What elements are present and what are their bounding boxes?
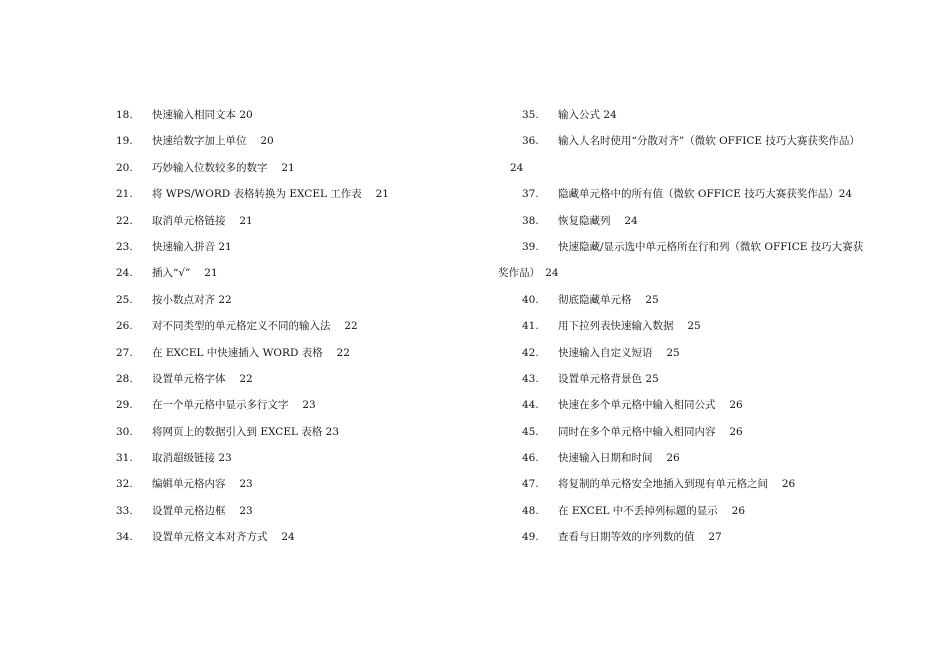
toc-entry-title: 快速输入相同文本 20 bbox=[152, 109, 253, 121]
toc-entry-title: 查看与日期等效的序列数的值 27 bbox=[558, 531, 722, 544]
toc-entry-title: 快速输入自定义短语 25 bbox=[558, 346, 680, 359]
toc-entry-title: 快速在多个单元格中输入相同公式 26 bbox=[558, 399, 743, 412]
toc-entry-number: 40. bbox=[522, 293, 539, 306]
toc-entry-title: 取消单元格链接 21 bbox=[152, 214, 253, 227]
toc-entry bbox=[116, 372, 496, 398]
toc-entry bbox=[498, 346, 938, 372]
toc-entry-continuation: 奖作品） 24 bbox=[498, 267, 559, 280]
toc-left-column bbox=[116, 108, 496, 557]
toc-entry-number: 27. bbox=[116, 346, 133, 359]
toc-entry-number: 30. bbox=[116, 425, 133, 438]
toc-entry bbox=[116, 108, 496, 134]
toc-entry-title: 将网页上的数据引入到 EXCEL 表格 23 bbox=[152, 425, 339, 438]
toc-entry-title: 快速给数字加上单位 20 bbox=[152, 135, 274, 148]
toc-entry-number: 48. bbox=[522, 504, 539, 517]
toc-entry-title: 对不同类型的单元格定义不同的输入法 22 bbox=[152, 320, 358, 333]
toc-entry bbox=[116, 134, 496, 160]
toc-entry-number: 25. bbox=[116, 293, 133, 306]
toc-entry-number: 49. bbox=[522, 531, 539, 544]
toc-entry-title: 设置单元格文本对齐方式 24 bbox=[152, 531, 295, 544]
toc-entry-number: 32. bbox=[116, 478, 133, 491]
toc-entry-title: 插入“√” 21 bbox=[152, 267, 218, 280]
toc-entry-continuation: 24 bbox=[510, 161, 524, 174]
toc-entry-number: 35. bbox=[522, 109, 539, 121]
toc-entry-number: 42. bbox=[522, 346, 539, 359]
toc-entry-title: 输入公式 24 bbox=[558, 109, 617, 121]
toc-entry bbox=[498, 108, 938, 134]
toc-entry-title: 恢复隐藏列 24 bbox=[558, 214, 638, 227]
toc-entry bbox=[498, 477, 938, 503]
toc-entry bbox=[498, 451, 938, 477]
toc-entry bbox=[116, 504, 496, 530]
toc-entry-number: 43. bbox=[522, 372, 539, 385]
toc-entry-number: 45. bbox=[522, 425, 539, 438]
toc-entry-number: 34. bbox=[116, 531, 133, 544]
toc-entry bbox=[116, 293, 496, 319]
toc-entry bbox=[498, 161, 938, 187]
toc-entry-number: 33. bbox=[116, 504, 133, 517]
toc-entry-title: 在 EXCEL 中快速插入 WORD 表格 22 bbox=[152, 346, 350, 359]
toc-entry-number: 44. bbox=[522, 399, 539, 412]
toc-entry-number: 24. bbox=[116, 267, 133, 280]
toc-entry-title: 输入人名时使用“分散对齐”（微软 OFFICE 技巧大赛获奖作品） bbox=[558, 135, 860, 148]
toc-entry bbox=[498, 214, 938, 240]
toc-entry-number: 22. bbox=[116, 214, 133, 227]
toc-entry bbox=[116, 161, 496, 187]
toc-entry-title: 彻底隐藏单元格 25 bbox=[558, 293, 659, 306]
toc-entry-number: 18. bbox=[116, 109, 133, 121]
toc-entry-number: 37. bbox=[522, 188, 539, 201]
toc-entry-title: 用下拉列表快速输入数据 25 bbox=[558, 320, 701, 333]
toc-entry bbox=[498, 372, 938, 398]
toc-entry-title: 巧妙输入位数较多的数字 21 bbox=[152, 161, 295, 174]
toc-entry bbox=[498, 504, 938, 530]
toc-entry bbox=[116, 477, 496, 503]
toc-entry bbox=[116, 266, 496, 292]
toc-entry-title: 将 WPS/WORD 表格转换为 EXCEL 工作表 21 bbox=[152, 188, 389, 201]
toc-entry-title: 取消超级链接 23 bbox=[152, 452, 232, 465]
toc-entry bbox=[498, 319, 938, 345]
toc-entry-number: 21. bbox=[116, 188, 133, 201]
toc-entry-title: 在一个单元格中显示多行文字 23 bbox=[152, 399, 316, 412]
toc-entry-title: 编辑单元格内容 23 bbox=[152, 478, 253, 491]
toc-entry bbox=[116, 240, 496, 266]
toc-entry-number: 28. bbox=[116, 372, 133, 385]
toc-entry-title: 快速输入拼音 21 bbox=[152, 240, 232, 253]
toc-entry-number: 23. bbox=[116, 240, 133, 253]
toc-entry-title: 设置单元格字体 22 bbox=[152, 372, 253, 385]
toc-entry bbox=[116, 187, 496, 213]
toc-entry bbox=[498, 187, 938, 213]
toc-entry bbox=[498, 425, 938, 451]
toc-entry bbox=[498, 266, 938, 292]
toc-entry-title: 设置单元格边框 23 bbox=[152, 504, 253, 517]
toc-entry-number: 46. bbox=[522, 452, 539, 465]
toc-entry-title: 快速输入日期和时间 26 bbox=[558, 452, 680, 465]
toc-entry bbox=[498, 134, 938, 160]
toc-right-column bbox=[498, 108, 938, 557]
toc-entry bbox=[116, 319, 496, 345]
toc-entry-title: 按小数点对齐 22 bbox=[152, 293, 232, 306]
toc-entry-number: 26. bbox=[116, 320, 133, 333]
toc-entry-number: 31. bbox=[116, 452, 133, 465]
toc-entry-number: 29. bbox=[116, 399, 133, 412]
toc-entry-title: 将复制的单元格安全地插入到现有单元格之间 26 bbox=[558, 478, 796, 491]
toc-entry bbox=[498, 293, 938, 319]
toc-entry-title: 隐藏单元格中的所有值（微软 OFFICE 技巧大赛获奖作品）24 bbox=[558, 188, 853, 201]
toc-entry-number: 19. bbox=[116, 135, 133, 148]
toc-entry-title: 设置单元格背景色 25 bbox=[558, 372, 659, 385]
toc-entry-number: 38. bbox=[522, 214, 539, 227]
toc-entry-number: 36. bbox=[522, 135, 539, 148]
toc-entry bbox=[116, 530, 496, 556]
toc-entry-title: 在 EXCEL 中不丢掉列标题的显示 26 bbox=[558, 504, 745, 517]
toc-entry bbox=[498, 240, 938, 266]
toc-entry-number: 39. bbox=[522, 240, 539, 253]
toc-entry bbox=[116, 398, 496, 424]
toc-entry bbox=[498, 398, 938, 424]
toc-entry bbox=[498, 530, 938, 556]
toc-entry bbox=[116, 451, 496, 477]
toc-entry-title: 快速隐藏/显示选中单元格所在行和列（微软 OFFICE 技巧大赛获 bbox=[558, 240, 864, 253]
toc-entry-title: 同时在多个单元格中输入相同内容 26 bbox=[558, 425, 743, 438]
toc-entry-number: 41. bbox=[522, 320, 539, 333]
toc-entry-number: 47. bbox=[522, 478, 539, 491]
toc-entry bbox=[116, 214, 496, 240]
toc-entry bbox=[116, 425, 496, 451]
toc-entry-number: 20. bbox=[116, 161, 133, 174]
toc-entry bbox=[116, 346, 496, 372]
